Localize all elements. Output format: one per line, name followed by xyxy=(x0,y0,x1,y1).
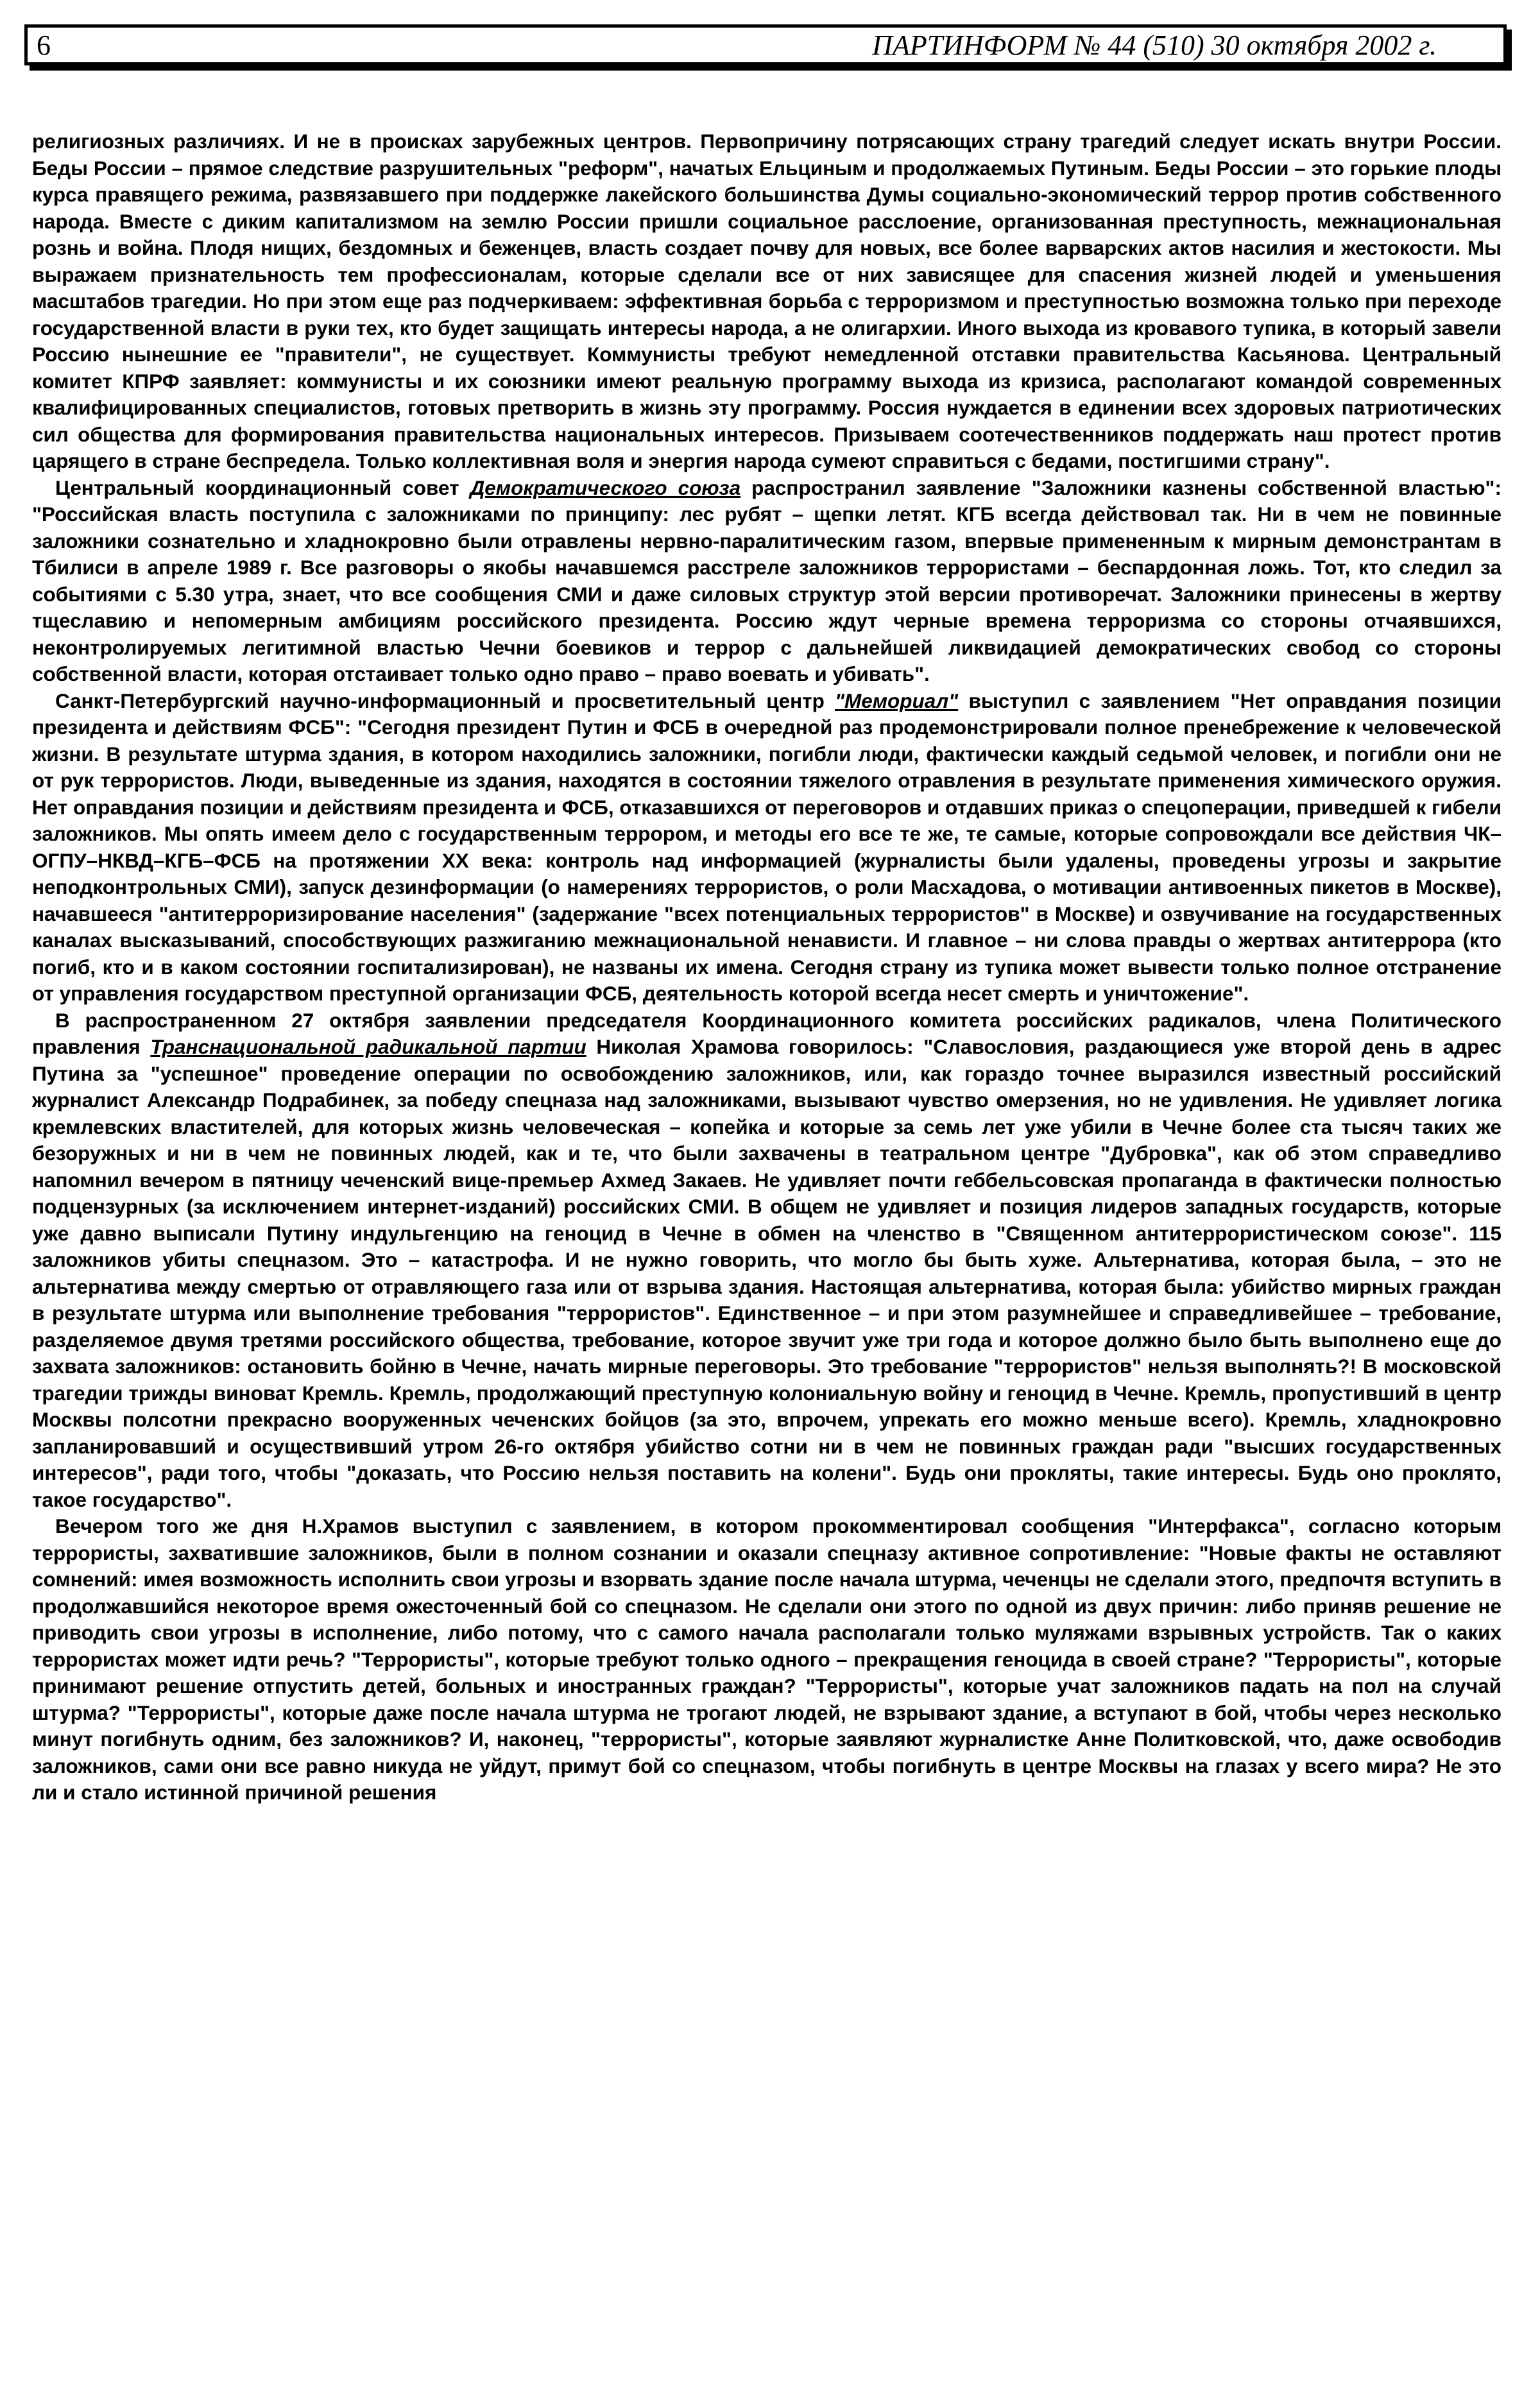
page-header xyxy=(24,24,1507,65)
issue-line: ПАРТИНФОРМ № 44 (510) 30 октября 2002 г. xyxy=(872,30,1437,61)
paragraph-4 xyxy=(32,1007,1502,1514)
page-number: 6 xyxy=(37,30,51,61)
org-link-transnational-radical-party: Транснациональной радикальной партии xyxy=(150,1035,586,1058)
paragraph-3 xyxy=(32,688,1502,1007)
paragraph-5: Вечером того же дня Н.Храмов выступил с заявлением, в котором прокомментировал сообщения "Интерфакса", согласно которым террористы, захватившие заложников, были в полном сознании и оказали спецназу активное сопротивление: "Новые факты не оставляют сомнений: имея возможность исполнить свои угрозы и взорвать здание после начала штурма, чеченцы не сделали этого, предпочтя вступить в продолжавшийся некоторое время ожесточенный бой со спецназом. Не сделали они этого по одной из двух причин: либо приняв решение не приводить свои угрозы в исполнение, либо потому, что с самого начала располагали только муляжами взрывных устройств. Так о каких террористах может идти речь? "Террористы", которые требуют только одного – прекращения геноцида в своей стране? "Террористы", которые принимают решение отпустить детей, больных и иностранных граждан? "Террористы", которые учат заложников падать на пол на случай штурма? "Террористы", которые даже после начала штурма не трогают людей, не взрывают здание, а вступают в бой, чтобы через несколько минут погибнуть одним, без заложников? И, наконец, "террористы", которые заявляют журналистке Анне Политковской, что, даже освободив заложников, сами они все равно никуда не уйдут, примут бой со спецназом, чтобы погибнуть в центре Москвы на глазах у всего мира? Не это ли и стало истинной причиной решения xyxy=(32,1514,1502,1804)
paragraph-2-text: распространил заявление "Заложники казнены собственной властью": "Российская власть поступила с заложниками по принципу: лес рубят – щепки летят. КГБ всегда действовал так. Ни в чем не повинные заложники сознательно и хладнокровно были отравлены нервно-паралитическим газом, впервые примененным к мирным демонстрантам в Тбилиси в апреле 1989 г. Все разговоры о якобы начавшемся расстреле заложников террористами – беспардонная ложь. Тот, кто следил за событиями с 5.30 утра, знает, что все сообщения СМИ и даже силовых структур этой версии противоречат. Заложники принесены в жертву тщеславию и непомерным амбициям российского президента. Россию ждут черные времена терроризма со стороны отчаявшихся, неконтролируемых легитимной властью Чечни боевиков и террор с дальнейшей ликвидацией демократических свобод со стороны собственной власти, которая отстаивает только одно право – право воевать и убивать". xyxy=(32,476,1502,685)
article-body xyxy=(32,128,1502,1806)
paragraph-3-lead: Санкт-Петербургский научно-информационный и просветительный центр xyxy=(55,689,835,712)
paragraph-2-lead: Центральный координационный совет xyxy=(55,476,470,499)
paragraph-2 xyxy=(32,475,1502,688)
org-link-democratic-union: Демократического союза xyxy=(470,476,741,499)
paragraph-3-text: выступил с заявлением "Нет оправдания позиции президента и действиям ФСБ": "Сегодня президент Путин и ФСБ в очередной раз продемонстрировали полное пренебрежение к человеческой жизни. В результате штурма здания, в котором находились заложники, погибли люди, фактически каждый седьмой человек, и погибли они не от рук террористов. Люди, выведенные из здания, находятся в состоянии тяжелого отравления в результате применения химического оружия. Нет оправдания позиции и действиям президента и ФСБ, отказавшихся от переговоров и отдавших приказ о спецоперации, приведшей к гибели заложников. Мы опять имеем дело с государственным террором, и методы его все те же, те самые, которые сопровождали все действия ЧК–ОГПУ–НКВД–КГБ–ФСБ на протяжении XX века: контроль над информацией (журналисты были удалены, проведены угрозы и закрытие неподконтрольных СМИ), запуск дезинформации (о намерениях террористов, о роли Масхадова, о мотивации антивоенных пикетов в Москве), начавшееся "антитерроризирование населения" (задержание "всех потенциальных террористов" в Москве) и озвучивание на государственных каналах высказываний, способствующих разжиганию межнациональной ненависти. И главное – ни слова правды о жертвах антитеррора (кто погиб, кто и в каком состоянии госпитализирован), не названы их имена. Сегодня страну из тупика может вывести только полное отстранение от управления государством преступной организации ФСБ, деятельность которой всегда несет смерть и уничтожение". xyxy=(32,689,1502,1005)
paragraph-4-lead: В распространенном 27 октября заявлении председателя Координационного комитета российских радикалов, члена Политического правления xyxy=(32,1008,1502,1058)
org-link-memorial: "Мемориал" xyxy=(835,689,959,712)
paragraph-1: религиозных различиях. И не в происках зарубежных центров. Первопричину потрясающих страну трагедий следует искать внутри России. Беды России – прямое следствие разрушительных "реформ", начатых Ельциным и продолжаемых Путиным. Беды России – это горькие плоды курса правящего режима, развязавшего при поддержке лакейского большинства Думы социально-экономический террор против собственного народа. Вместе с диким капитализмом на землю России пришли социальное расслоение, организованная преступность, межнациональная рознь и война. Плодя нищих, бездомных и беженцев, власть создает почву для новых, все более варварских актов насилия и жестокости. Мы выражаем признательность тем профессионалам, которые сделали все от них зависящее для спасения жизней людей и уменьшения масштабов трагедии. Но при этом еще раз подчеркиваем: эффективная борьба с терроризмом и преступностью возможна только при переходе государственной власти в руки тех, кто будет защищать интересы народа, а не олигархии. Иного выхода из кровавого тупика, в который завели Россию нынешние ее "правители", не существует. Коммунисты требуют немедленной отставки правительства Касьянова. Центральный комитет КПРФ заявляет: коммунисты и их союзники имеют реальную программу выхода из кризиса, располагают командой современных квалифицированных специалистов, готовых претворить в жизнь эту программу. Россия нуждается в единении всех здоровых патриотических сил общества для формирования правительства национальных интересов. Призываем соотечественников поддержать наш протест против царящего в стране беспредела. Только коллективная воля и энергия народа сумеют справиться с бедами, постигшими страну". xyxy=(32,130,1502,472)
paragraph-4-text: Николая Храмова говорилось: "Славословия, раздающиеся уже второй день в адрес Путина за "успешное" проведение операции по освобождению заложников, или, как гораздо точнее выразился известный российский журналист Александр Подрабинек, за победу спецназа над заложниками, вызывают чувство омерзения, но не удивления. Не удивляет логика кремлевских властителей, для которых жизнь человеческая – копейка и которые за семь лет уже убили в Чечне более ста тысяч таких же безоружных и ни в чем не повинных людей, как и те, что были захвачены в театральном центре "Дубровка", как об этом справедливо напомнил вечером в пятницу чеченский вице-премьер Ахмед Закаев. Не удивляет почти геббельсовская пропаганда в фактически полностью подцензурных (за исключением интернет-изданий) российских СМИ. В общем не удивляет и позиция лидеров западных государств, которые уже давно выписали Путину индульгенцию на геноцид в Чечне в обмен на членство в "Священном антитеррористическом союзе". 115 заложников убиты спецназом. Это – катастрофа. И не нужно говорить, что могло бы быть хуже. Альтернатива, которая была, – это не альтернатива между смертью от отравляющего газа или от взрыва здания. Настоящая альтернатива, которая была: убийство мирных граждан в результате штурма или выполнение требования "террористов". Единственное – и при этом разумнейшее и справедливейшее – требование, разделяемое двумя третями российского общества, требование, которое звучит уже три года и которое должно было быть выполнено еще до захвата заложников: остановить бойню в Чечне, начать мирные переговоры. Это требование "террористов" нельзя выполнять?! В московской трагедии трижды виноват Кремль. Кремль, продолжающий преступную колониальную войну и геноцид в Чечне. Кремль, пропустивший в центр Москвы полсотни прекрасно вооруженных чеченских бойцов (за это, впрочем, упрекать его можно меньше всего). Кремль, хладнокровно запланировавший и осуществивший утром 26-го октября убийство сотни ни в чем не повинных граждан ради "высших государственных интересов", ради того, чтобы "доказать, что Россию нельзя поставить на колени". Будь они прокляты, такие интересы. Будь оно проклято, такое государство". xyxy=(32,1035,1502,1511)
